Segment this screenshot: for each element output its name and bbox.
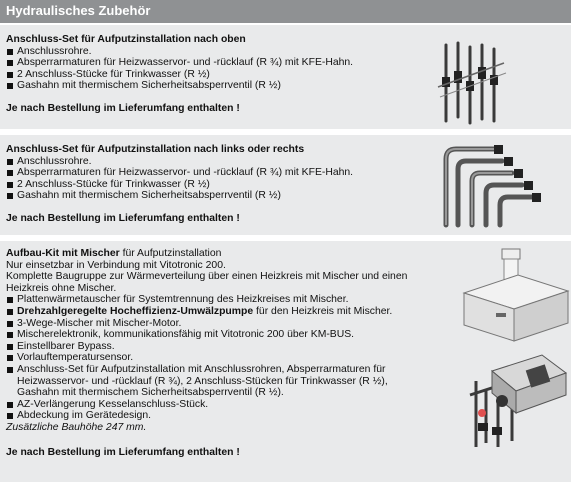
page-title: Hydraulisches Zubehör	[6, 3, 151, 18]
section-mixer-kit	[0, 241, 571, 482]
page-header	[0, 0, 571, 23]
bullet-list	[6, 46, 446, 92]
connection-set-top-illustration	[432, 37, 514, 125]
list-item: Vorlauftemperatursensor.	[6, 352, 426, 364]
list-item: Abdeckung im Gerätedesign.	[6, 410, 426, 422]
section-connection-set-side	[0, 135, 571, 235]
intro-line: Nur einsetzbar in Verbindung mit Vitotronic 200.	[6, 259, 226, 271]
list-item: 2 Anschluss-Stücke für Trinkwasser (R ½)	[6, 179, 446, 191]
list-item: Anschlussrohre.	[6, 46, 446, 58]
list-item: Absperrarmaturen für Heizwasservor- und -rücklauf (R ¾) mit KFE-Hahn.	[6, 167, 446, 179]
list-item: Gashahn mit thermischem Sicherheitsabsperrventil (R ½)	[6, 190, 446, 202]
list-item: Einstellbarer Bypass.	[6, 341, 426, 353]
section-heading: Anschluss-Set für Aufputzinstallation nach links oder rechts	[6, 144, 305, 155]
section-heading: Anschluss-Set für Aufputzinstallation nach oben	[6, 34, 246, 45]
list-item: Gashahn mit thermischem Sicherheitsabsperrventil (R ½)	[6, 80, 446, 92]
list-item: 2 Anschluss-Stücke für Trinkwasser (R ½)	[6, 69, 446, 81]
additional-height: Zusätzliche Bauhöhe 247 mm.	[6, 421, 147, 433]
bullet-list	[6, 294, 426, 422]
list-item: Anschluss-Set für Aufputzinstallation mit Anschlussrohren, Absperrarmaturen für Heizwasservor- und -rücklauf (R ¾), 2 Anschluss-Stücken für Trinkwasser (R ½), Gashahn mit thermischem Sicherheitsabsperrventil (R ½).	[6, 364, 426, 399]
mixer-kit-illustration	[462, 351, 570, 449]
list-item: Anschlussrohre.	[6, 156, 446, 168]
delivery-note: Je nach Bestellung im Lieferumfang enthalten !	[6, 446, 240, 458]
section-text	[6, 248, 426, 458]
intro-paragraph: Komplette Baugruppe zur Wärmeverteilung über einen Heizkreis mit Mischer und einen Heizkreis ohne Mischer.	[6, 271, 408, 294]
bullet-list	[6, 156, 446, 202]
list-item: 3-Wege-Mischer mit Mischer-Motor.	[6, 318, 426, 330]
list-item: Plattenwärmetauscher für Systemtrennung des Heizkreises mit Mischer.	[6, 294, 426, 306]
section-text	[6, 34, 446, 115]
section-heading-bold: Aufbau-Kit mit Mischer	[6, 248, 120, 259]
connection-set-side-illustration	[432, 141, 552, 231]
section-heading	[6, 248, 426, 260]
section-connection-set-top	[0, 25, 571, 129]
list-item: Mischerelektronik, kommunikationsfähig mit Vitotronic 200 über KM-BUS.	[6, 329, 426, 341]
list-item: Absperrarmaturen für Heizwasservor- und -rücklauf (R ¾) mit KFE-Hahn.	[6, 57, 446, 69]
section-heading-rest: für Aufputzinstallation	[119, 248, 222, 259]
delivery-note: Je nach Bestellung im Lieferumfang enthalten !	[6, 102, 240, 114]
section-text	[6, 144, 446, 225]
list-item: Drehzahlgeregelte Hocheffizienz-Umwälzpumpe für den Heizkreis mit Mischer.	[6, 306, 426, 318]
list-item: AZ-Verlängerung Kesselanschluss-Stück.	[6, 399, 426, 411]
boiler-unit-illustration	[458, 247, 570, 343]
delivery-note: Je nach Bestellung im Lieferumfang enthalten !	[6, 212, 240, 224]
